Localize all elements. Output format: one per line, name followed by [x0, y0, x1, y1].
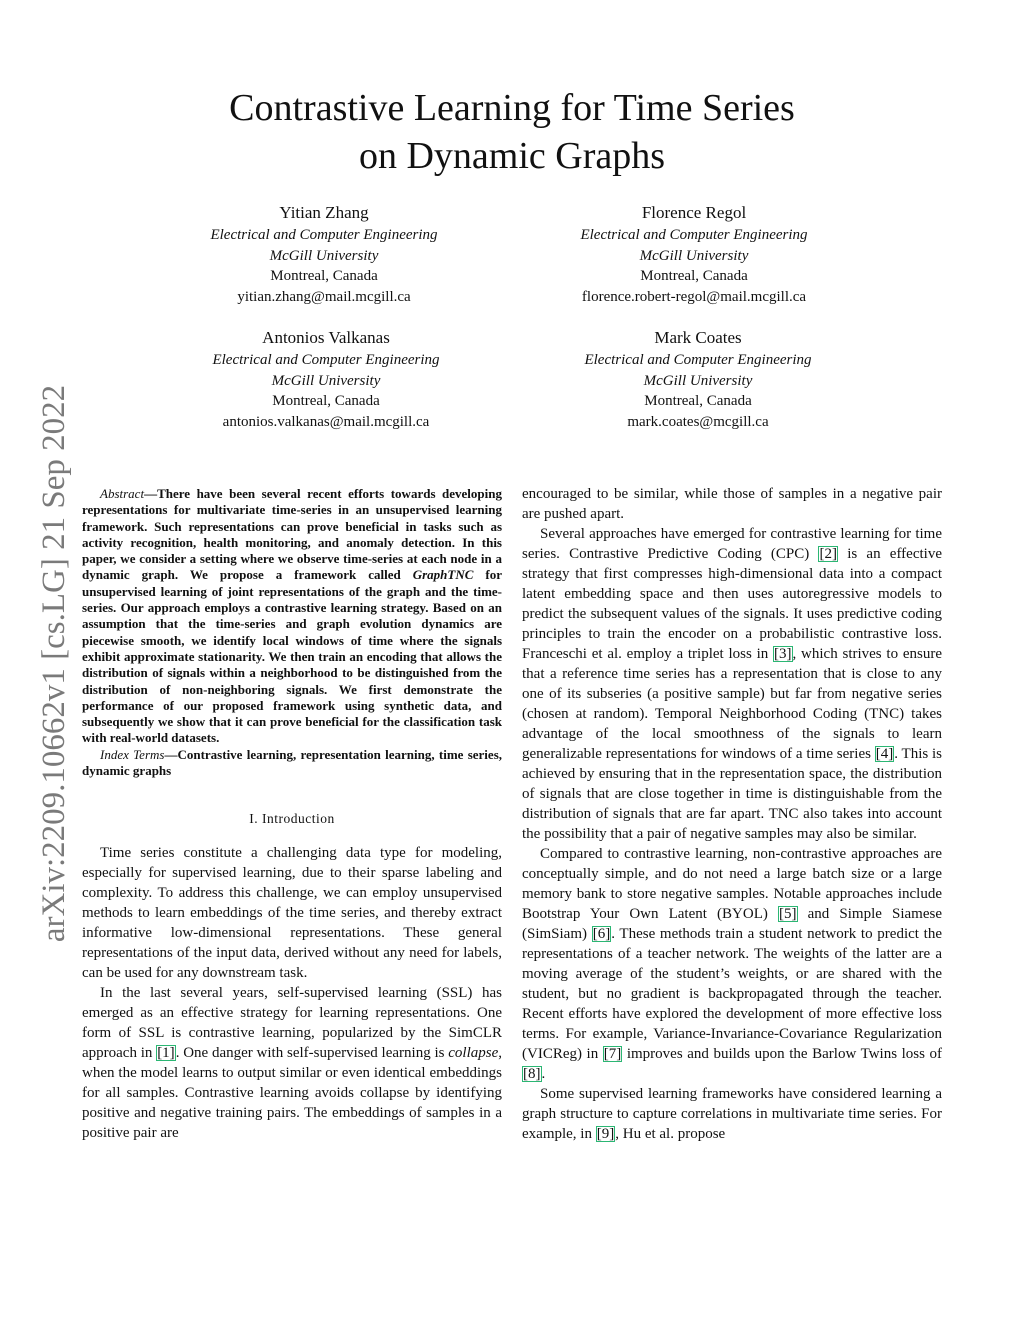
abstract-text-b: for unsupervised learning of joint representations of the graph and the time-series. Our approach employs a contrastive learning strategy. Based on an assumption that the time-series and graph evolution dynamics are piecewise smooth, we identify local windows of time where the signals exhibit approximate stationarity. We then train an encoding that allows the distribution of signals within a neighborhood to be distinguished from the distribution of non-neighboring signals. We first demonstrate the performance of our proposed framework using synthetic data, and subsequently we show that it can prove beneficial for the classification task with real-world datasets.: [82, 567, 502, 746]
author-name: Antonios Valkanas: [262, 328, 390, 347]
text-span: Some supervised learning frameworks have considered learning a graph structure to capture correlations in multivariate time series. For example, in: [522, 1086, 942, 1142]
left-column: [82, 486, 502, 1143]
text-span: Several approaches have emerged for contrastive learning for time series. Contrastive Predictive Coding (CPC): [522, 526, 942, 562]
intro-paragraph-3: [522, 524, 942, 844]
citation-link[interactable]: [4]: [875, 746, 894, 762]
text-span: and Simple Siamese (SimSiam): [522, 906, 942, 942]
text-span: improves and builds upon the Barlow Twins loss of: [622, 1046, 942, 1062]
method-name: GraphTNC: [412, 567, 474, 583]
title-line-1: Contrastive Learning for Time Series: [229, 87, 795, 129]
author-univ: McGill University: [643, 372, 753, 389]
author-block-1: [134, 202, 514, 307]
author-univ: McGill University: [639, 247, 749, 264]
text-span: , which strives to ensure that a reference time series has a representation that is close to any one of its subseries (a positive sample) but far from negative series (chosen at random). Temporal Neighborhood Coding (TNC) takes advantage of the local smoothness of the signals to learn generalizable representations for windows of a time series: [522, 646, 943, 762]
arxiv-id: arXiv:2209.10662v1 [cs.LG] 21 Sep 2022: [36, 384, 73, 942]
intro-paragraph-5: [522, 1084, 942, 1144]
author-city: Montreal, Canada: [270, 268, 378, 284]
citation-link[interactable]: [6]: [592, 926, 611, 942]
index-terms: [82, 747, 502, 780]
text-span: In the last several years, self-supervised learning (SSL) has emerged as an effective strategy for learning representations. One form of SSL is contrastive learning, popularized by the SimCLR approach in: [82, 985, 502, 1062]
abstract-label: Abstract: [100, 486, 145, 501]
citation-link[interactable]: [3]: [774, 646, 792, 662]
index-terms-text: —Contrastive learning, representation learning, time series, dynamic graphs: [82, 746, 502, 779]
citation-link[interactable]: [8]: [523, 1066, 541, 1082]
author-univ: McGill University: [269, 247, 379, 264]
intro-paragraph-1: Time series constitute a challenging data type for modeling, especially for supervised learning, due to their sparse labeling and complexity. To address this challenge, we can employ unsupervised methods to learn embeddings of the time series, and thereby extract informative low-dimensional representations. These general representations of the input data, derived without any need for labels, can be used for any downstream task.: [82, 845, 502, 982]
paper-title: [0, 84, 1024, 180]
author-dept: Electrical and Computer Engineering: [210, 227, 438, 243]
text-span: , Hu et al. propose: [615, 1126, 726, 1142]
citation-link[interactable]: [1]: [157, 1045, 175, 1062]
author-city: Montreal, Canada: [640, 268, 748, 284]
author-block-3: [136, 327, 516, 432]
author-dept: Electrical and Computer Engineering: [584, 352, 812, 368]
author-univ: McGill University: [271, 372, 381, 389]
author-dept: Electrical and Computer Engineering: [212, 352, 440, 368]
text-span: is an effective strategy that first compresses high-dimensional data into a compact latent embedding space and then uses autoregressive models to predict the subsequent values of the signals. It uses predictive coding principles to train the encoder on a probabilistic contrastive loss. Franceschi et al. employ a triplet loss in: [522, 546, 942, 662]
author-email: florence.robert-regol@mail.mcgill.ca: [581, 288, 807, 305]
author-email: yitian.zhang@mail.mcgill.ca: [237, 288, 411, 305]
text-span: . This is achieved by ensuring that in the representation space, the distribution of signals that are close together in time is distinguishable from the distribution of signals that are far apart. TNC also takes into account the possibility that a pair of negative samples may also be similar.: [522, 746, 942, 842]
collapse-term: collapse: [448, 1045, 499, 1062]
abstract: [82, 486, 502, 747]
arxiv-stamp: [30, 353, 80, 973]
author-block-2: [504, 202, 884, 307]
text-span: .: [541, 1066, 546, 1082]
author-dept: Electrical and Computer Engineering: [580, 227, 808, 243]
title-line-2: on Dynamic Graphs: [358, 135, 666, 177]
text-span: . These methods train a student network to predict the representations of a teacher network. The weights of the latter are a moving average of the student’s weights, or are shared with the student, but no gradient is backpropagated through the teacher. Recent efforts have explored the development of more effective loss terms. For example, Variance-Invariance-Covariance Regularization (VICReg) in: [522, 926, 942, 1062]
author-block-4: [508, 327, 888, 432]
author-name: Yitian Zhang: [279, 203, 369, 222]
section-heading: I. Introduction: [249, 811, 335, 827]
index-terms-label: Index Terms: [100, 746, 165, 762]
author-name: Florence Regol: [641, 203, 747, 222]
intro-paragraph-4: [522, 844, 942, 1084]
intro-paragraph-2: [82, 983, 502, 1143]
text-span: , when the model learns to output similar or even identical embeddings for all samples. Contrastive learning avoids collapse by identifying positive and negative training pairs. The embeddings of samples in a positive pair are: [82, 1045, 502, 1142]
citation-link[interactable]: [9]: [596, 1126, 615, 1142]
author-name: Mark Coates: [654, 328, 742, 347]
citation-link[interactable]: [7]: [603, 1046, 622, 1062]
author-city: Montreal, Canada: [272, 393, 380, 409]
right-column: [522, 484, 942, 1144]
author-email: antonios.valkanas@mail.mcgill.ca: [222, 413, 430, 430]
abstract-text-a: —There have been several recent efforts towards developing representations for multivariate time-series in an unsupervised learning framework. Such representations can prove beneficial in tasks such as activity recognition, health monitoring, and anomaly detection. In this paper, we consider a setting where we observe time-series at each node in a dynamic graph. We propose a framework called: [82, 486, 502, 583]
citation-link[interactable]: [5]: [779, 906, 797, 922]
continued-paragraph: encouraged to be similar, while those of samples in a negative pair are pushed apart.: [522, 486, 942, 522]
citation-link[interactable]: [2]: [819, 546, 837, 562]
author-city: Montreal, Canada: [644, 393, 752, 409]
text-span: Compared to contrastive learning, non-contrastive approaches are conceptually simple, and do not need a large batch size or a large memory bank to store negative samples. Notable approaches include Bootstrap Your Own Latent (BYOL): [522, 846, 942, 922]
author-email: mark.coates@mcgill.ca: [627, 413, 769, 430]
text-span: . One danger with self-supervised learning is: [175, 1045, 449, 1062]
